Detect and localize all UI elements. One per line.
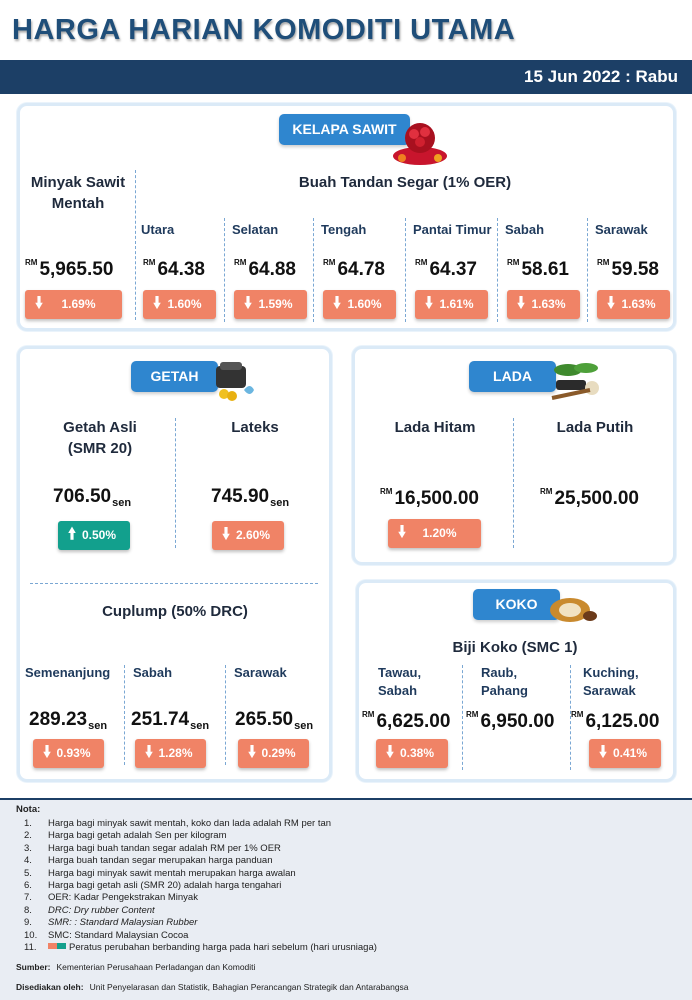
legend-swatch-up — [57, 943, 66, 949]
arrow-down-icon: 🠛 — [386, 744, 395, 761]
arrow-down-icon: 🠛 — [43, 744, 52, 761]
ffb-price: $^{RM}$ 64.37 — [415, 258, 477, 280]
note-item: 10. SMC: Standard Malaysian Cocoa — [24, 929, 189, 941]
report-date: 15 Jun 2022 : Rabu — [523, 67, 678, 86]
divider — [135, 170, 136, 320]
cpo-change: 🠛 1.69% — [25, 290, 122, 319]
ffb-region-label: Sabah — [505, 222, 545, 237]
cuplump-change: 🠛 0.29% — [238, 739, 309, 768]
divider — [313, 218, 314, 322]
arrow-down-icon: 🠛 — [244, 295, 253, 312]
arrow-down-icon: 🠛 — [145, 744, 154, 761]
pill-lada: LADA — [469, 361, 556, 392]
lada-putih-label: Lada Putih — [556, 419, 634, 436]
smr-change: 🠙 0.50% — [58, 521, 130, 550]
koko-title: Biji Koko (SMC 1) — [452, 639, 578, 656]
cpo-price: $^{RM}$ 5,965.50 — [25, 258, 114, 280]
cuplump-price: $265.50_{sen}$ — [235, 709, 314, 732]
note-item: 2. Harga bagi getah adalah Sen per kilogram — [24, 830, 227, 842]
ffb-change: 🠛 1.61% — [415, 290, 488, 319]
koko-price: $^{RM}$ 6,125.00 — [571, 710, 660, 732]
note-item: 8. DRC: Dry rubber Content — [24, 904, 155, 916]
cpo-label: Minyak Sawit Mentah — [30, 174, 126, 212]
ffb-region-label: Selatan — [232, 222, 279, 237]
source-line: Sumber: Kementerian Perusahaan Perladangan dan Komoditi — [16, 962, 256, 972]
divider — [30, 583, 318, 584]
ffb-change: 🠛 1.60% — [323, 290, 396, 319]
cuplump-region-label: Sabah — [133, 665, 173, 680]
ffb-change: 🠛 1.63% — [507, 290, 580, 319]
pill-getah: GETAH — [131, 361, 218, 392]
divider — [513, 418, 514, 548]
arrow-down-icon: 🠛 — [222, 526, 231, 543]
cuplump-title: Cuplump (50% DRC) — [102, 603, 248, 620]
divider — [175, 418, 176, 548]
koko-region-label: Tawau, Sabah — [378, 665, 422, 698]
note-item: 11. Peratus perubahan berbanding harga pada hari sebelum (hari urusniaga) — [24, 942, 377, 953]
divider — [124, 665, 125, 765]
ffb-region-label: Tengah — [321, 222, 367, 237]
lada-putih-price: $^{RM}$ 25,500.00 — [540, 487, 639, 509]
koko-region-label: Raub, Pahang — [481, 665, 528, 698]
divider — [224, 218, 225, 322]
lateks-change: 🠛 2.60% — [212, 521, 284, 550]
pill-koko: KOKO — [473, 589, 560, 620]
pill-kelapa-sawit: KELAPA SAWIT — [279, 114, 410, 145]
notes-section — [0, 798, 692, 1000]
lada-hitam-change: 🠛 1.20% — [388, 519, 481, 548]
rubber-icon — [210, 360, 258, 402]
arrow-down-icon: 🠛 — [35, 295, 44, 312]
page-title: HARGA HARIAN KOMODITI UTAMA — [12, 14, 516, 46]
ffb-title: Buah Tandan Segar (1% OER) — [298, 174, 512, 191]
arrow-down-icon: 🠛 — [248, 744, 257, 761]
note-item: 7. OER: Kadar Pengekstrakan Minyak — [24, 892, 198, 904]
note-item: 6. Harga bagi getah asli (SMR 20) adalah harga tengahari — [24, 880, 282, 891]
pepper-icon — [550, 360, 606, 404]
arrow-down-icon: 🠛 — [607, 295, 616, 312]
arrow-down-icon: 🠛 — [425, 295, 434, 312]
lada-hitam-label: Lada Hitam — [394, 419, 476, 436]
ffb-price: $^{RM}$ 58.61 — [507, 258, 569, 280]
notes-heading: Nota: — [16, 804, 41, 815]
ffb-change: 🠛 1.60% — [143, 290, 216, 319]
legend-swatch-down — [48, 943, 57, 949]
note-item: 3. Harga bagi buah tandan segar adalah RM per 1% OER — [24, 842, 281, 854]
prepared-line: Disediakan oleh: Unit Penyelarasan dan Statistik, Bahagian Perancangan Strategik dan Antarabangsa — [16, 982, 409, 992]
note-item: 9. SMR: : Standard Malaysian Rubber — [24, 917, 198, 929]
koko-price: $^{RM}$ 6,950.00 — [466, 710, 555, 732]
ffb-price: $^{RM}$ 64.88 — [234, 258, 296, 280]
divider — [405, 218, 406, 322]
koko-price: $^{RM}$ 6,625.00 — [362, 710, 451, 732]
cuplump-price: $251.74_{sen}$ — [131, 709, 210, 732]
cuplump-change: 🠛 1.28% — [135, 739, 206, 768]
ffb-price: $^{RM}$ 64.78 — [323, 258, 385, 280]
note-item: 1. Harga bagi minyak sawit mentah, koko dan lada adalah RM per tan — [24, 818, 332, 829]
ffb-region-label: Utara — [141, 222, 175, 237]
divider — [587, 218, 588, 322]
cuplump-region-label: Semenanjung — [25, 665, 111, 680]
note-item: 4. Harga buah tandan segar merupakan harga panduan — [24, 855, 273, 867]
palm-fruit-icon — [390, 118, 450, 168]
divider — [225, 665, 226, 765]
cuplump-price: $289.23_{sen}$ — [29, 709, 108, 732]
ffb-change: 🠛 1.59% — [234, 290, 307, 319]
ffb-region-label: Pantai Timur — [413, 222, 492, 237]
koko-region-label: Kuching, Sarawak — [583, 665, 639, 698]
koko-change: 🠛 0.41% — [589, 739, 661, 768]
arrow-down-icon: 🠛 — [517, 295, 526, 312]
ffb-price: $^{RM}$ 64.38 — [143, 258, 205, 280]
divider — [462, 665, 463, 770]
ffb-region-label: Sarawak — [595, 222, 648, 237]
divider — [497, 218, 498, 322]
arrow-down-icon: 🠛 — [599, 744, 608, 761]
cocoa-icon — [548, 592, 598, 628]
ffb-price: $^{RM}$ 59.58 — [597, 258, 659, 280]
cuplump-region-label: Sarawak — [234, 665, 287, 680]
arrow-up-icon: 🠙 — [68, 526, 77, 543]
arrow-down-icon: 🠛 — [153, 295, 162, 312]
cuplump-change: 🠛 0.93% — [33, 739, 104, 768]
arrow-down-icon: 🠛 — [398, 524, 407, 541]
lateks-price: $745.90_{sen}$ — [211, 486, 290, 509]
note-item: 5. Harga bagi minyak sawit mentah merupakan harga awalan — [24, 867, 296, 879]
lateks-label: Lateks — [231, 419, 279, 436]
koko-change: 🠛 0.38% — [376, 739, 448, 768]
ffb-change: 🠛 1.63% — [597, 290, 670, 319]
date-bar — [0, 60, 692, 94]
smr-price: $706.50_{sen}$ — [53, 486, 132, 509]
lada-hitam-price: $^{RM}$ 16,500.00 — [380, 487, 479, 509]
arrow-down-icon: 🠛 — [333, 295, 342, 312]
smr-label: Getah Asli (SMR 20) — [63, 419, 137, 457]
